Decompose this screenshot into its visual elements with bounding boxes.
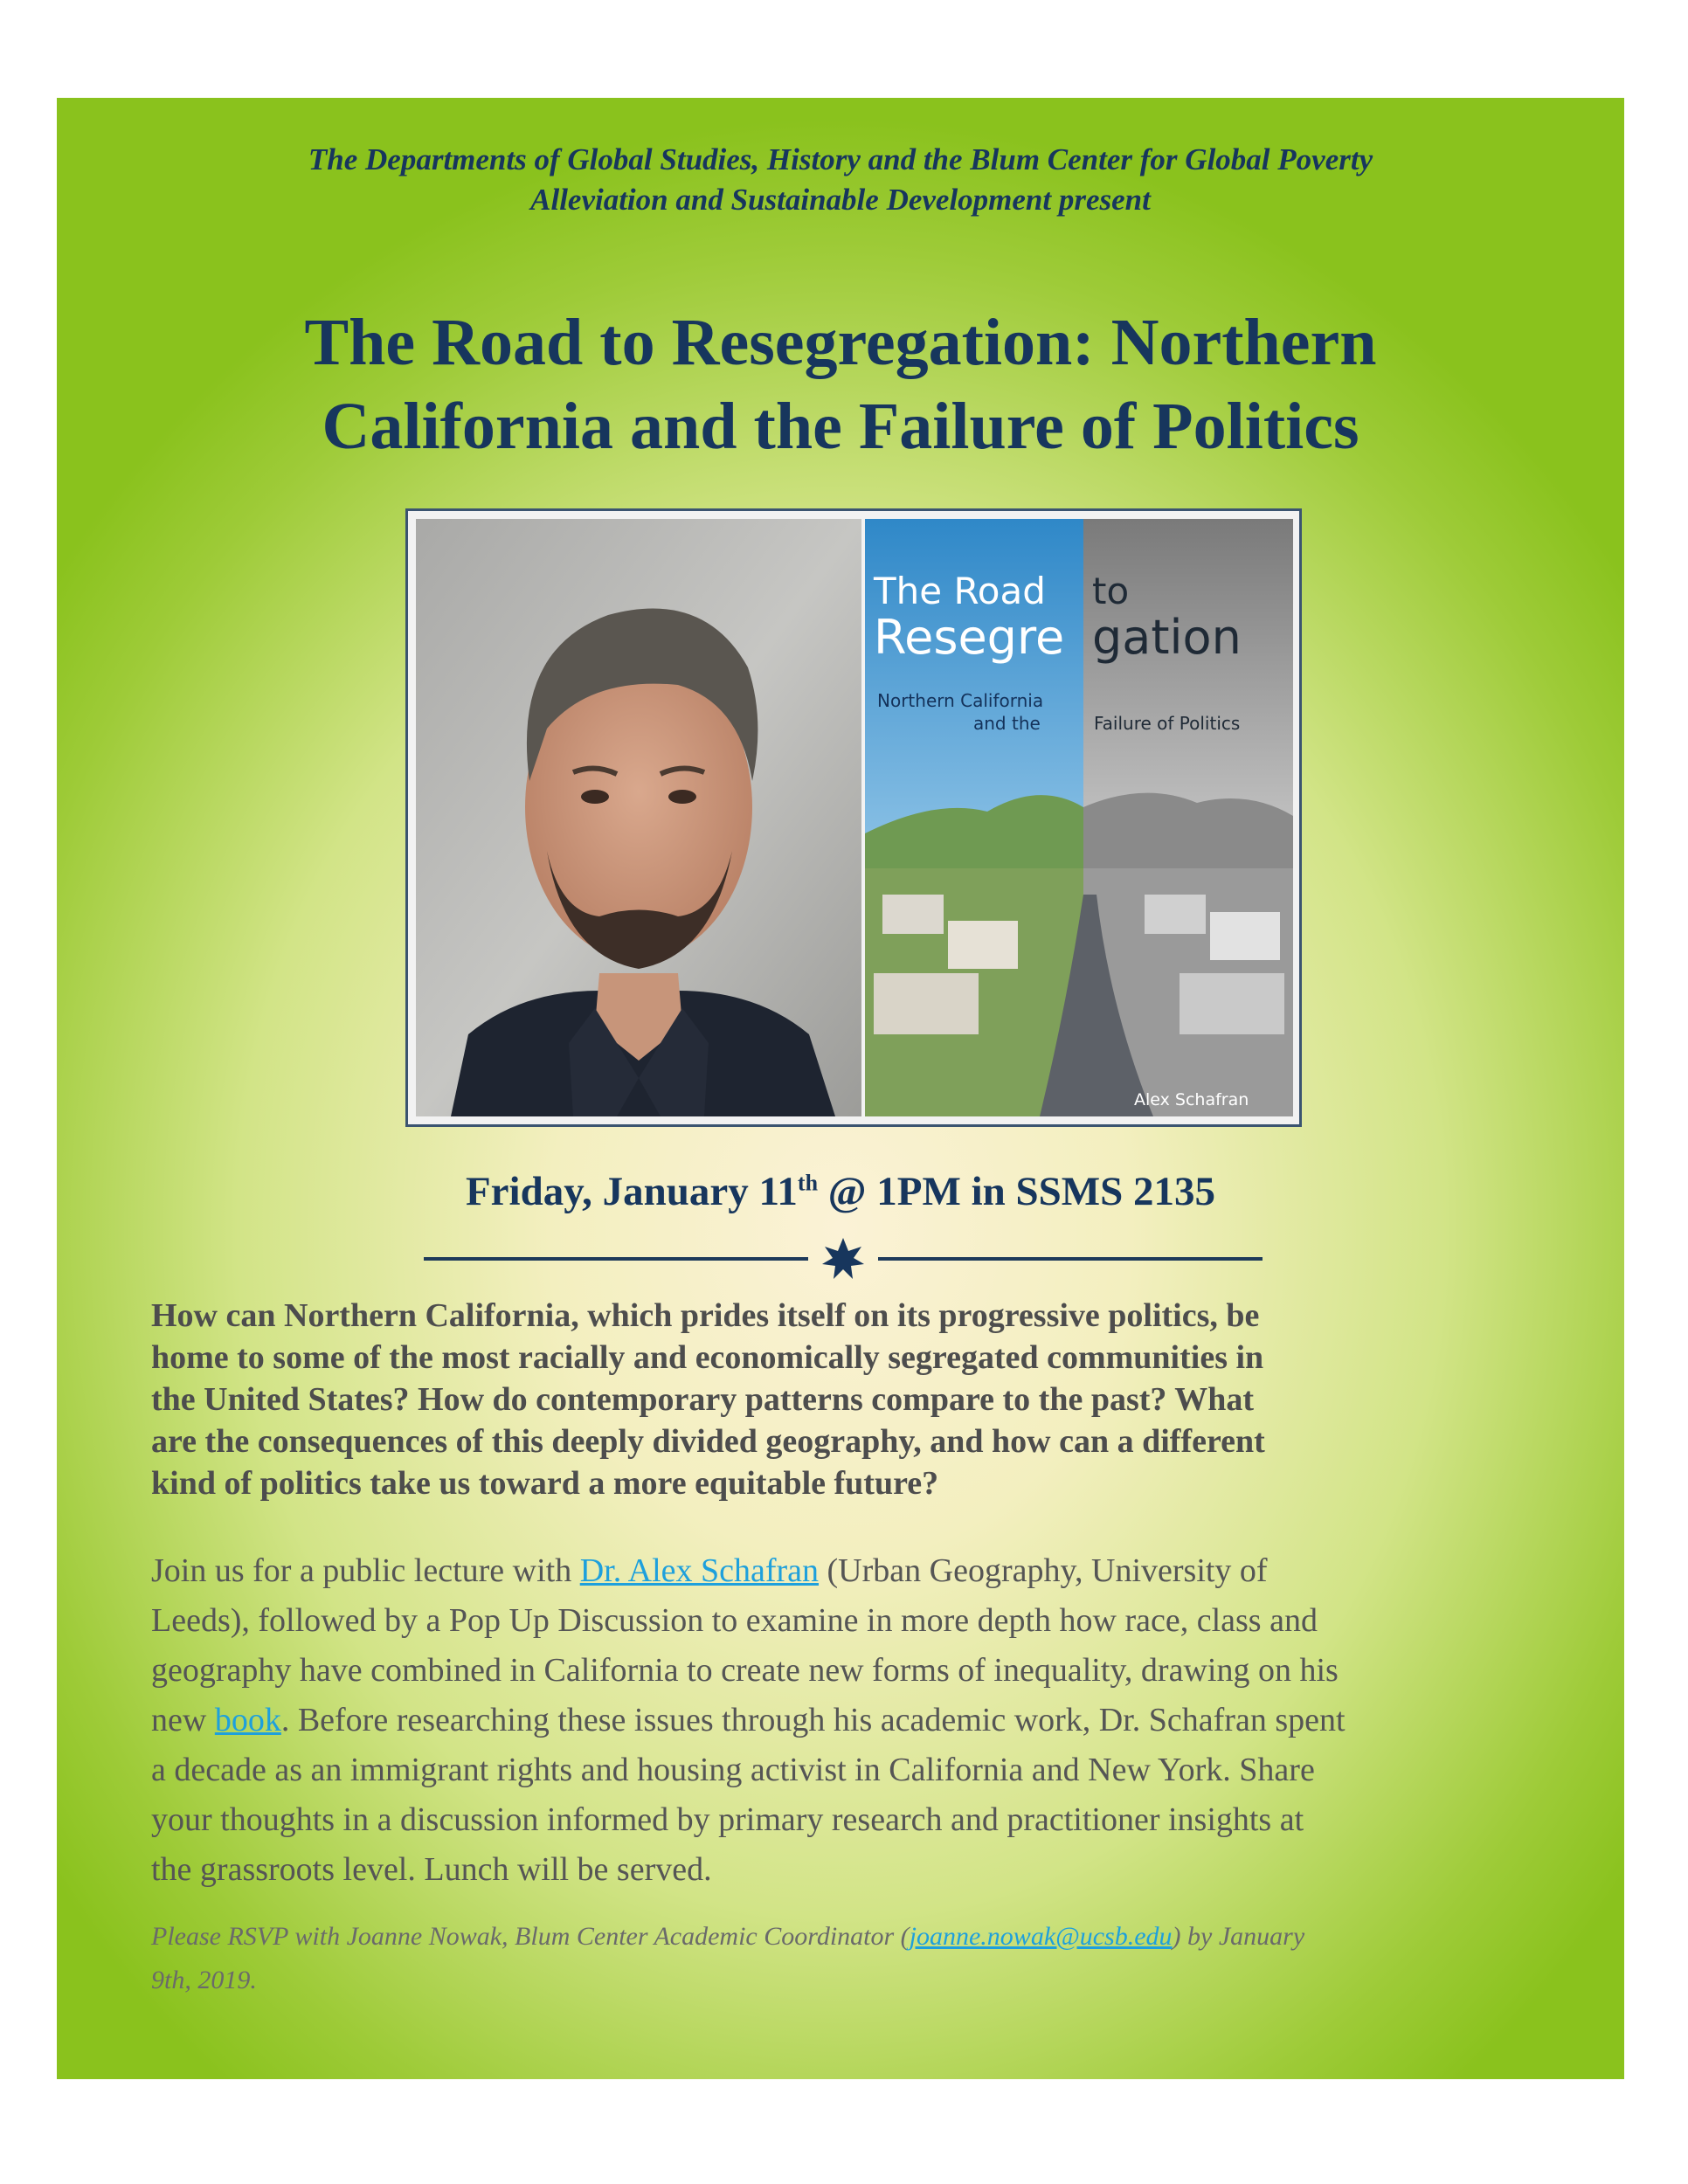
question-line: are the consequences of this deeply divided geography, and how can a different <box>151 1423 1265 1460</box>
event-title-line-1: The Road to Resegregation: Northern <box>304 306 1377 379</box>
book-title-part-2: to <box>1092 570 1130 612</box>
description-line-6: your thoughts in a discussion informed by primary research and practitioner insights at <box>151 1801 1304 1838</box>
description-line-1 <box>151 1546 1593 1596</box>
photo-frame <box>405 508 1302 1127</box>
book-author: Alex Schafran <box>1134 1090 1249 1109</box>
book-cover <box>865 519 1293 1116</box>
event-time-location: @ 1PM in SSMS 2135 <box>818 1169 1216 1214</box>
rsvp-text: Please RSVP with Joanne Nowak, Blum Center Academic Coordinator ( <box>151 1922 910 1951</box>
rsvp-line-1 <box>151 1915 1593 1959</box>
book-subtitle-part-1: Northern California <box>877 690 1044 711</box>
description-line-2: Leeds), followed by a Pop Up Discussion to examine in more depth how race, class and <box>151 1602 1318 1639</box>
event-ordinal: th <box>797 1170 819 1196</box>
book-title-part-3: Resegre <box>874 610 1065 665</box>
description-text: new <box>151 1702 215 1738</box>
description-line-7: the grassroots level. Lunch will be served. <box>151 1851 712 1888</box>
sponsors-line-2: Alleviation and Sustainable Development present <box>530 183 1151 217</box>
question-line: home to some of the most racially and economically segregated communities in <box>151 1339 1264 1376</box>
question-line: kind of politics take us toward a more equitable future? <box>151 1465 939 1502</box>
framing-questions <box>151 1295 1505 1504</box>
description-text: Join us for a public lecture with <box>151 1552 580 1589</box>
description-text: . Before researching these issues through his academic work, Dr. Schafran spent <box>280 1702 1346 1738</box>
event-title <box>57 301 1624 468</box>
event-day: Friday, January 11 <box>465 1169 798 1214</box>
star-divider <box>371 1228 1315 1289</box>
speaker-portrait <box>416 519 861 1116</box>
rsvp-line-2: 9th, 2019. <box>151 1966 257 1994</box>
question-line: How can Northern California, which prides itself on its progressive politics, be <box>151 1297 1260 1334</box>
rsvp-note <box>151 1915 1593 2002</box>
sponsors-line <box>57 140 1624 220</box>
rsvp-text: ) by January <box>1172 1922 1305 1951</box>
event-details <box>57 1168 1624 1215</box>
book-subtitle-part-2: and the <box>973 713 1041 734</box>
sponsors-line-1: The Departments of Global Studies, History and the Blum Center for Global Poverty <box>308 142 1373 176</box>
flyer <box>57 98 1624 2079</box>
description-line-3: geography have combined in California to create new forms of inequality, drawing on his <box>151 1652 1339 1689</box>
description-text: (Urban Geography, University of <box>819 1552 1268 1589</box>
book-subtitle-part-3: Failure of Politics <box>1094 713 1241 734</box>
speaker-link[interactable]: Dr. Alex Schafran <box>579 1552 820 1589</box>
description-line-4 <box>151 1696 1593 1745</box>
book-title-part-4: gation <box>1092 610 1242 665</box>
book-title-part-1: The Road <box>874 570 1046 612</box>
question-line: the United States? How do contemporary patterns compare to the past? What <box>151 1381 1254 1418</box>
book-link[interactable]: book <box>214 1702 281 1738</box>
event-title-line-2: California and the Failure of Politics <box>322 390 1359 463</box>
event-description <box>151 1546 1593 1895</box>
description-line-5: a decade as an immigrant rights and housing activist in California and New York. Share <box>151 1752 1315 1788</box>
star-icon <box>822 1238 864 1279</box>
email-link[interactable]: joanne.nowak@ucsb.edu <box>909 1922 1173 1951</box>
